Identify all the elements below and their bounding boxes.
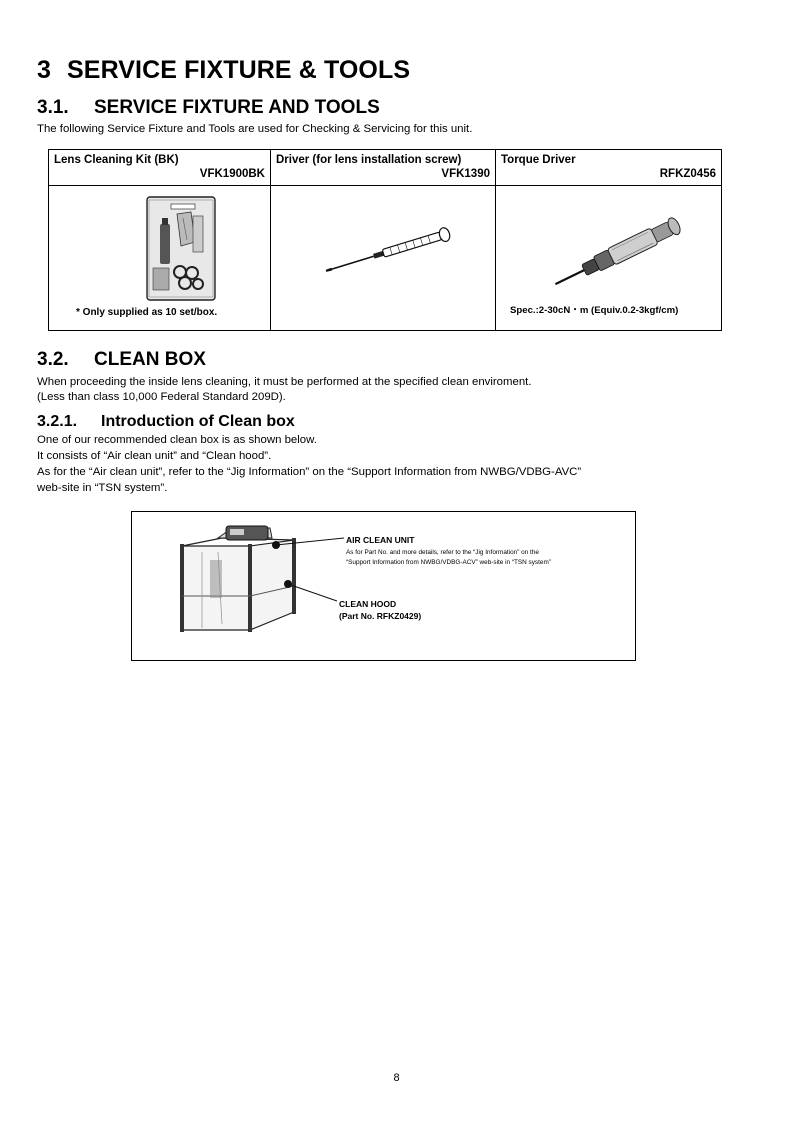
tools-image-row — [49, 186, 722, 331]
clean-hood-label: CLEAN HOOD — [339, 599, 397, 609]
tool-code: VFK1900BK — [199, 168, 265, 180]
section-3-2-number: 3.2. — [37, 349, 69, 370]
lens-cleaning-kit-image — [145, 194, 217, 302]
section-3-1-title: SERVICE FIXTURE AND TOOLS — [94, 97, 380, 118]
section-3-2-1-title: Introduction of Clean box — [101, 413, 295, 430]
air-clean-unit-label: AIR CLEAN UNIT — [346, 535, 415, 545]
section-3-2-line-1: When proceeding the inside lens cleaning, it must be performed at the specified clean enviroment. — [37, 376, 532, 388]
tools-header-row — [49, 150, 722, 186]
section-3-2-1-number: 3.2.1. — [37, 413, 78, 430]
tool-header-driver — [271, 150, 496, 186]
section-3-1-number: 3.1. — [37, 97, 69, 118]
tool-code: VFK1390 — [441, 168, 490, 180]
clean-hood-part-number: (Part No. RFKZ0429) — [339, 611, 422, 621]
tools-table — [48, 149, 722, 331]
section-3-2-line-2: (Less than class 10,000 Federal Standard 209D). — [37, 391, 286, 403]
chapter-number: 3 — [37, 56, 52, 84]
tool-name: Torque Driver — [501, 154, 576, 166]
air-clean-unit-note-2: “Support Information from NWBG/VDBG-ACV” web-site in “TSN system” — [346, 559, 551, 566]
tool-image-cell-torque-driver — [496, 186, 722, 331]
chapter-title-text: SERVICE FIXTURE & TOOLS — [67, 56, 411, 84]
tool-code: RFKZ0456 — [659, 168, 716, 180]
section-3-2-1-line-4: web-site in “TSN system”. — [37, 482, 168, 494]
chapter-title — [37, 56, 410, 85]
clean-box-figure — [131, 511, 636, 661]
section-3-1-intro: The following Service Fixture and Tools are used for Checking & Servicing for this unit. — [37, 123, 473, 135]
torque-driver-spec-caption: Spec.:2-30cN・m (Equiv.0.2-3kgf/cm) — [510, 305, 679, 316]
section-3-2-heading — [37, 349, 206, 371]
tool-header-torque-driver — [496, 150, 722, 186]
tool-name: Lens Cleaning Kit (BK) — [54, 154, 179, 166]
section-3-2-title: CLEAN BOX — [94, 349, 206, 370]
torque-driver-image — [542, 214, 692, 292]
section-3-1-heading — [37, 97, 380, 119]
precision-screwdriver-image — [321, 221, 461, 281]
section-3-2-1-heading — [37, 413, 295, 431]
lens-kit-caption: * Only supplied as 10 set/box. — [76, 307, 218, 318]
tool-header-lens-cleaning-kit — [49, 150, 271, 186]
tool-name: Driver (for lens installation screw) — [276, 154, 462, 166]
tool-image-cell-lens-cleaning-kit — [49, 186, 271, 331]
air-clean-unit-note-1: As for Part No. and more details, refer to the “Jig Information” on the — [346, 549, 539, 556]
page-number: 8 — [393, 1072, 400, 1084]
section-3-2-1-line-2: It consists of “Air clean unit” and “Clean hood”. — [37, 450, 272, 462]
section-3-2-1-line-1: One of our recommended clean box is as shown below. — [37, 434, 317, 446]
tool-image-cell-driver — [271, 186, 496, 331]
section-3-2-1-line-3: As for the “Air clean unit”, refer to the “Jig Information” on the “Support Information from NWBG/VDBG-AVC” — [37, 466, 582, 478]
